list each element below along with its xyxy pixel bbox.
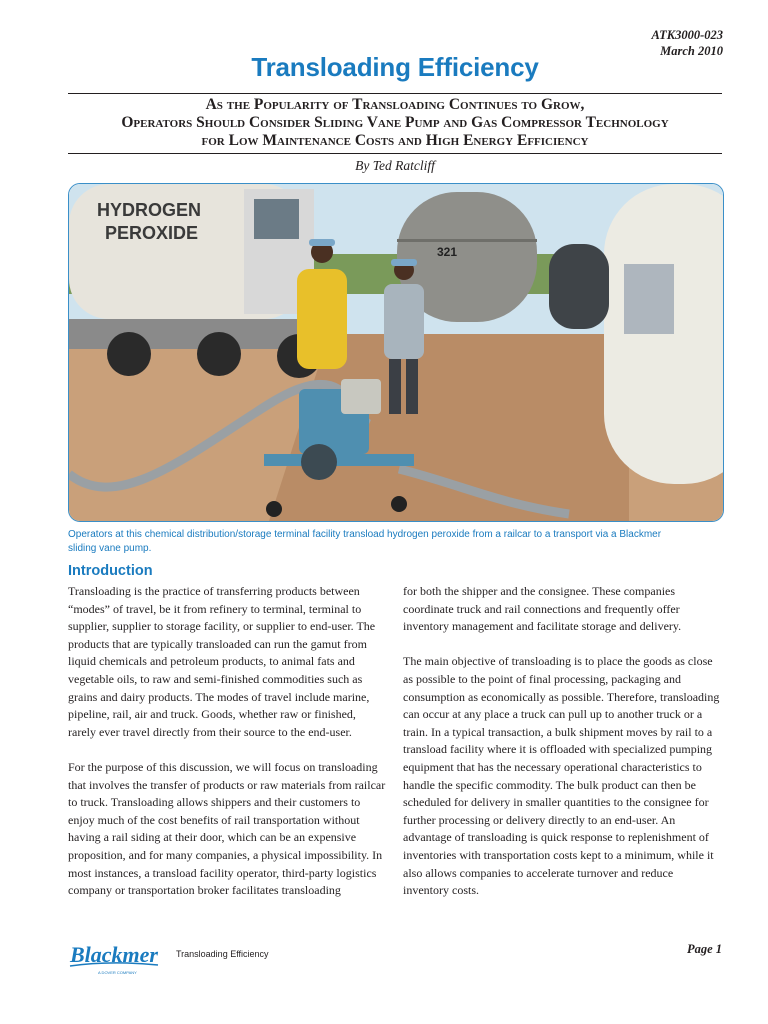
railcar-number: 321 — [437, 245, 458, 259]
worker-yellow-coat — [297, 269, 347, 369]
byline: By Ted Ratcliff — [355, 158, 435, 173]
title-rule-top — [68, 93, 722, 94]
logo-tagline: A DOVER COMPANY — [98, 970, 137, 975]
doc-number: ATK3000-023 — [651, 28, 723, 42]
truck-wheel — [107, 332, 151, 376]
paragraph: The main objective of transloading is to place the goods as close as possible to the point of final processing, packaging and consumption as economically as possible. Therefore, transloading can occur at any place a truck can pull up to another truck or a train. In a typical transaction, a bulk shipment moves by rail to a transload facility where it is offloaded with specialized pumping equipment that has the necessary operational characteristics to handle the specific commodity. The bulk product can then be scheduled for delivery in smaller quantities to the consignee for further processing or delivery directly to an end-user. An advantage of transloading is quick response to replenishment of inventories with transportation costs kept to a minimum, while it also allows companies to accelerate turnover and reduce inventory costs. — [403, 654, 720, 898]
logo-wordmark: Blackmer — [70, 942, 158, 967]
subtitle — [60, 96, 730, 150]
body-column-right — [403, 583, 721, 917]
hero-photo — [68, 183, 724, 522]
photo-caption: Operators at this chemical distribution/storage terminal facility transload hydrogen peroxide from a railcar to a transport via a Blackmer sliding vane pump. — [68, 529, 662, 554]
page-number: Page 1 — [686, 942, 722, 956]
paragraph: Transloading is the practice of transferring products between “modes” of travel, be it from refinery to terminal, terminal to supplier, supplier to storage facility, or supplier to end-user. The products that are typically transloaded can run the gamut from liquid chemicals and petroleum products, to animal fats and vegetable oils, to raw and semi-finished commodities such as grains and dairy products. The modes of travel include marine, pipeline, rail, air and truck. Goods, whether raw or finished, rarely ever travel directly from their source to the end-user. — [68, 584, 376, 739]
subtitle-line-2: Operators Should Consider Sliding Vane Pump and Gas Compressor Technology — [121, 114, 669, 131]
worker-gray-shirt — [384, 284, 424, 359]
doc-date: March 2010 — [660, 44, 723, 58]
paragraph: For the purpose of this discussion, we will focus on transloading that involves the transfer of products or raw materials from railcar to truck. Transloading allows shippers and their customers to enjoy much of the cost benefits of rail transportation without having a rail siding at their door, which can be an expensive proposition, and for many companies, a physical impossibility. In most instances, a transload facility operator, third-party logistics company or transportation broker facilitates transloading — [68, 759, 386, 898]
subtitle-line-3: for Low Maintenance Costs and High Energy Efficiency — [201, 132, 589, 149]
tank-label-1: HYDROGEN — [97, 200, 202, 220]
footer-running-title: Transloading Efficiency — [176, 949, 269, 959]
paragraph: for both the shipper and the consignee. These companies coordinate truck and rail connections and frequently offer inventory management and facilitate storage and delivery. — [403, 584, 682, 634]
pump-cart — [264, 454, 414, 466]
body-column-left — [68, 583, 386, 917]
page-title: Transloading Efficiency — [251, 52, 539, 82]
blackmer-logo — [68, 938, 160, 978]
tank-label-2: PEROXIDE — [105, 223, 199, 243]
subtitle-rule-bottom — [68, 153, 722, 154]
section-heading-introduction: Introduction — [68, 563, 153, 579]
subtitle-line-1: As the Popularity of Transloading Continues to Grow, — [205, 96, 585, 113]
